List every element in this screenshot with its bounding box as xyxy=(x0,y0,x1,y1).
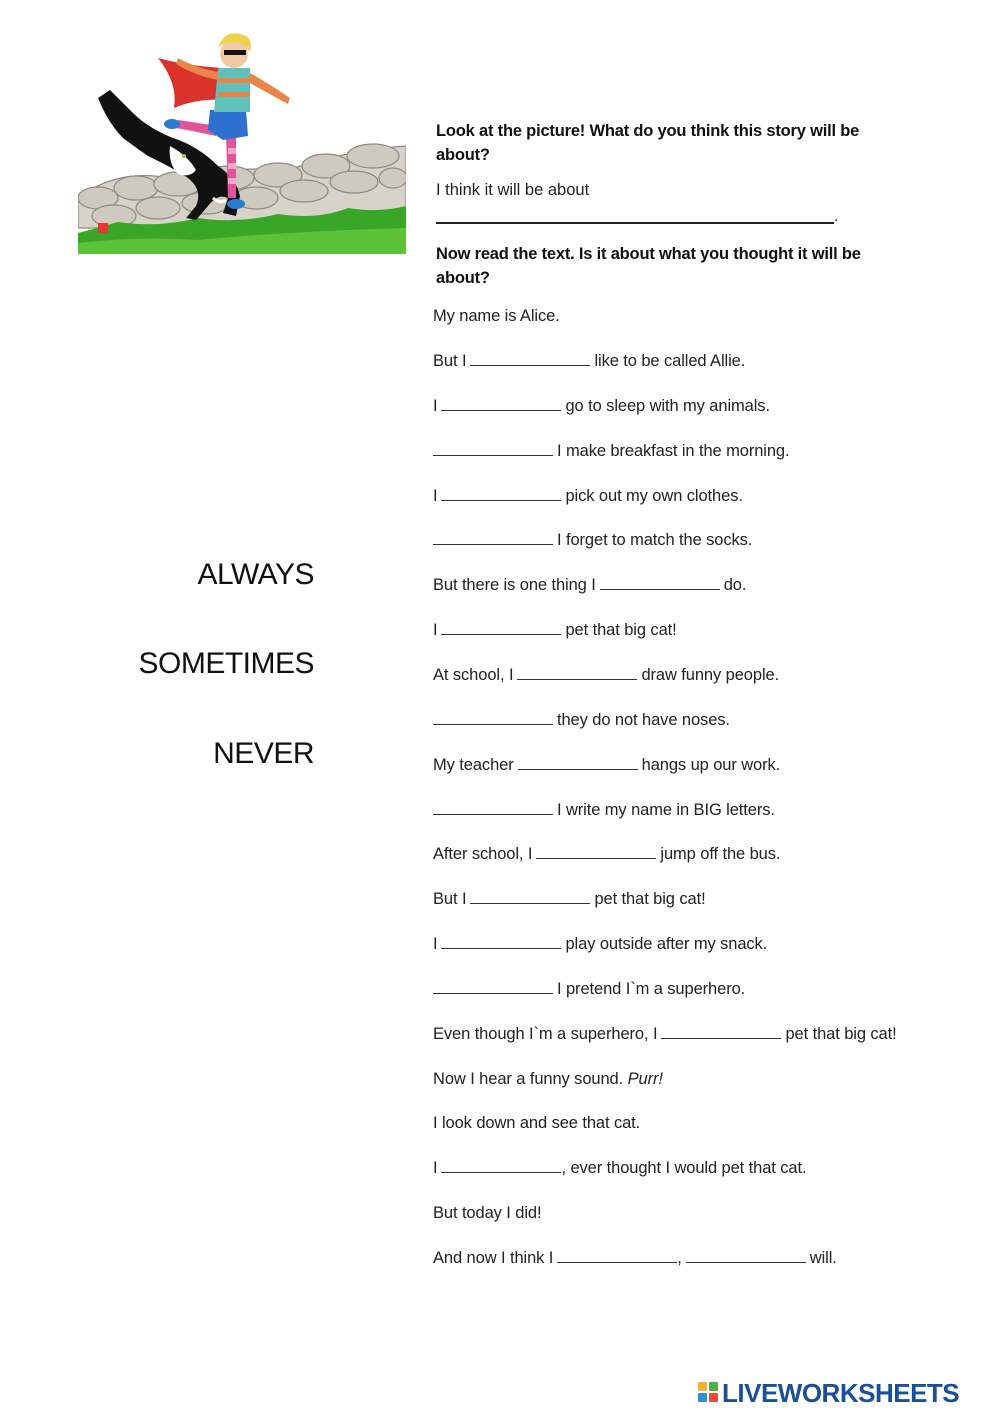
logo-square-icon xyxy=(709,1393,718,1402)
story-text: I forget to match the socks. xyxy=(557,531,753,549)
logo-square-icon xyxy=(698,1382,707,1391)
story-line xyxy=(433,487,743,506)
story-text: But I xyxy=(433,890,467,908)
story-text: they do not have noses. xyxy=(557,711,730,729)
logo-text: LIVEWORKSHEETS xyxy=(722,1378,960,1408)
story-line xyxy=(433,1114,640,1133)
blank-input[interactable] xyxy=(441,487,561,501)
story-text: , xyxy=(677,1249,682,1267)
blank-input[interactable] xyxy=(517,666,637,680)
story-text: At school, I xyxy=(433,666,514,684)
story-text: jump off the bus. xyxy=(660,845,781,863)
story-text: play outside after my snack. xyxy=(565,935,768,953)
story-text: I xyxy=(433,487,438,505)
story-text: do. xyxy=(723,576,747,594)
story-text: I xyxy=(433,397,438,415)
word-choice-never[interactable]: NEVER xyxy=(213,737,314,770)
blank-input[interactable] xyxy=(557,1249,677,1263)
story-illustration xyxy=(78,28,406,254)
story-text: My teacher xyxy=(433,756,514,774)
blank-input[interactable] xyxy=(433,980,553,994)
story-text: will. xyxy=(809,1249,837,1267)
story-line xyxy=(433,890,706,909)
blank-input[interactable] xyxy=(433,801,553,815)
story-text: I write my name in BIG letters. xyxy=(557,801,775,819)
story-text: My name is Alice. xyxy=(433,307,560,325)
story-line xyxy=(433,1070,663,1089)
story-line xyxy=(433,1025,897,1044)
blank-input[interactable] xyxy=(441,397,561,411)
story-line xyxy=(433,397,770,416)
blank-input[interactable] xyxy=(536,845,656,859)
story-text: Even though I`m a superhero, I xyxy=(433,1025,658,1043)
story-text: But I xyxy=(433,352,467,370)
story-text: pet that big cat! xyxy=(785,1025,897,1043)
story-text: After school, I xyxy=(433,845,533,863)
story-line xyxy=(433,1159,806,1178)
story-text: I xyxy=(433,935,438,953)
story-line xyxy=(433,531,752,550)
story-line xyxy=(433,1204,541,1223)
prompt-look-at-picture: Look at the picture! What do you think this story will be about? xyxy=(436,122,860,164)
story-text: hangs up our work. xyxy=(641,756,781,774)
stamp-icon xyxy=(98,223,108,233)
story-line xyxy=(433,621,677,640)
story-text: But there is one thing I xyxy=(433,576,596,594)
story-line xyxy=(433,845,780,864)
logo-square-icon xyxy=(709,1382,718,1391)
story-text: Now I hear a funny sound. xyxy=(433,1070,624,1088)
story-text: pet that big cat! xyxy=(594,890,706,908)
answer-end-punct: . xyxy=(834,208,839,225)
story-text: pick out my own clothes. xyxy=(565,487,743,505)
story-line xyxy=(433,935,767,954)
blank-input[interactable] xyxy=(686,1249,806,1263)
story-line xyxy=(433,352,745,371)
story-line xyxy=(433,576,746,595)
blank-input[interactable] xyxy=(441,621,561,635)
story-text: I look down and see that cat. xyxy=(433,1114,641,1132)
blank-input[interactable] xyxy=(433,711,553,725)
story-text-italic: Purr! xyxy=(627,1070,663,1088)
story-text: I xyxy=(433,621,438,639)
word-choice-always[interactable]: ALWAYS xyxy=(197,558,314,591)
story-text: I xyxy=(433,1159,438,1177)
blank-input[interactable] xyxy=(441,935,561,949)
story-text: , ever thought I would pet that cat. xyxy=(561,1159,807,1177)
liveworksheets-logo xyxy=(698,1378,998,1408)
blank-input[interactable] xyxy=(518,756,638,770)
answer-intro-text: I think it will be about xyxy=(436,181,590,199)
story-line xyxy=(433,1249,837,1268)
story-text: like to be called Allie. xyxy=(594,352,746,370)
blank-input[interactable] xyxy=(600,576,720,590)
word-choice-sometimes[interactable]: SOMETIMES xyxy=(138,647,314,680)
blank-input[interactable] xyxy=(470,352,590,366)
story-line xyxy=(433,980,745,999)
story-line xyxy=(433,756,780,775)
blank-input[interactable] xyxy=(433,442,553,456)
story-line xyxy=(433,307,560,326)
blank-input[interactable] xyxy=(661,1025,781,1039)
answer-input-line[interactable] xyxy=(436,222,834,224)
logo-square-icon xyxy=(698,1393,707,1402)
story-line xyxy=(433,801,775,820)
blank-input[interactable] xyxy=(441,1159,561,1173)
story-line xyxy=(433,442,790,461)
story-line xyxy=(433,711,730,730)
story-text: And now I think I xyxy=(433,1249,554,1267)
story-text: I make breakfast in the morning. xyxy=(557,442,790,460)
blank-input[interactable] xyxy=(433,531,553,545)
story-line xyxy=(433,666,779,685)
story-text: But today I did! xyxy=(433,1204,542,1222)
blank-input[interactable] xyxy=(470,890,590,904)
story-text: I pretend I`m a superhero. xyxy=(557,980,746,998)
story-text: go to sleep with my animals. xyxy=(565,397,770,415)
story-text: draw funny people. xyxy=(641,666,780,684)
prompt-read-text: Now read the text. Is it about what you thought it will be about? xyxy=(436,245,861,287)
story-text: pet that big cat! xyxy=(565,621,677,639)
